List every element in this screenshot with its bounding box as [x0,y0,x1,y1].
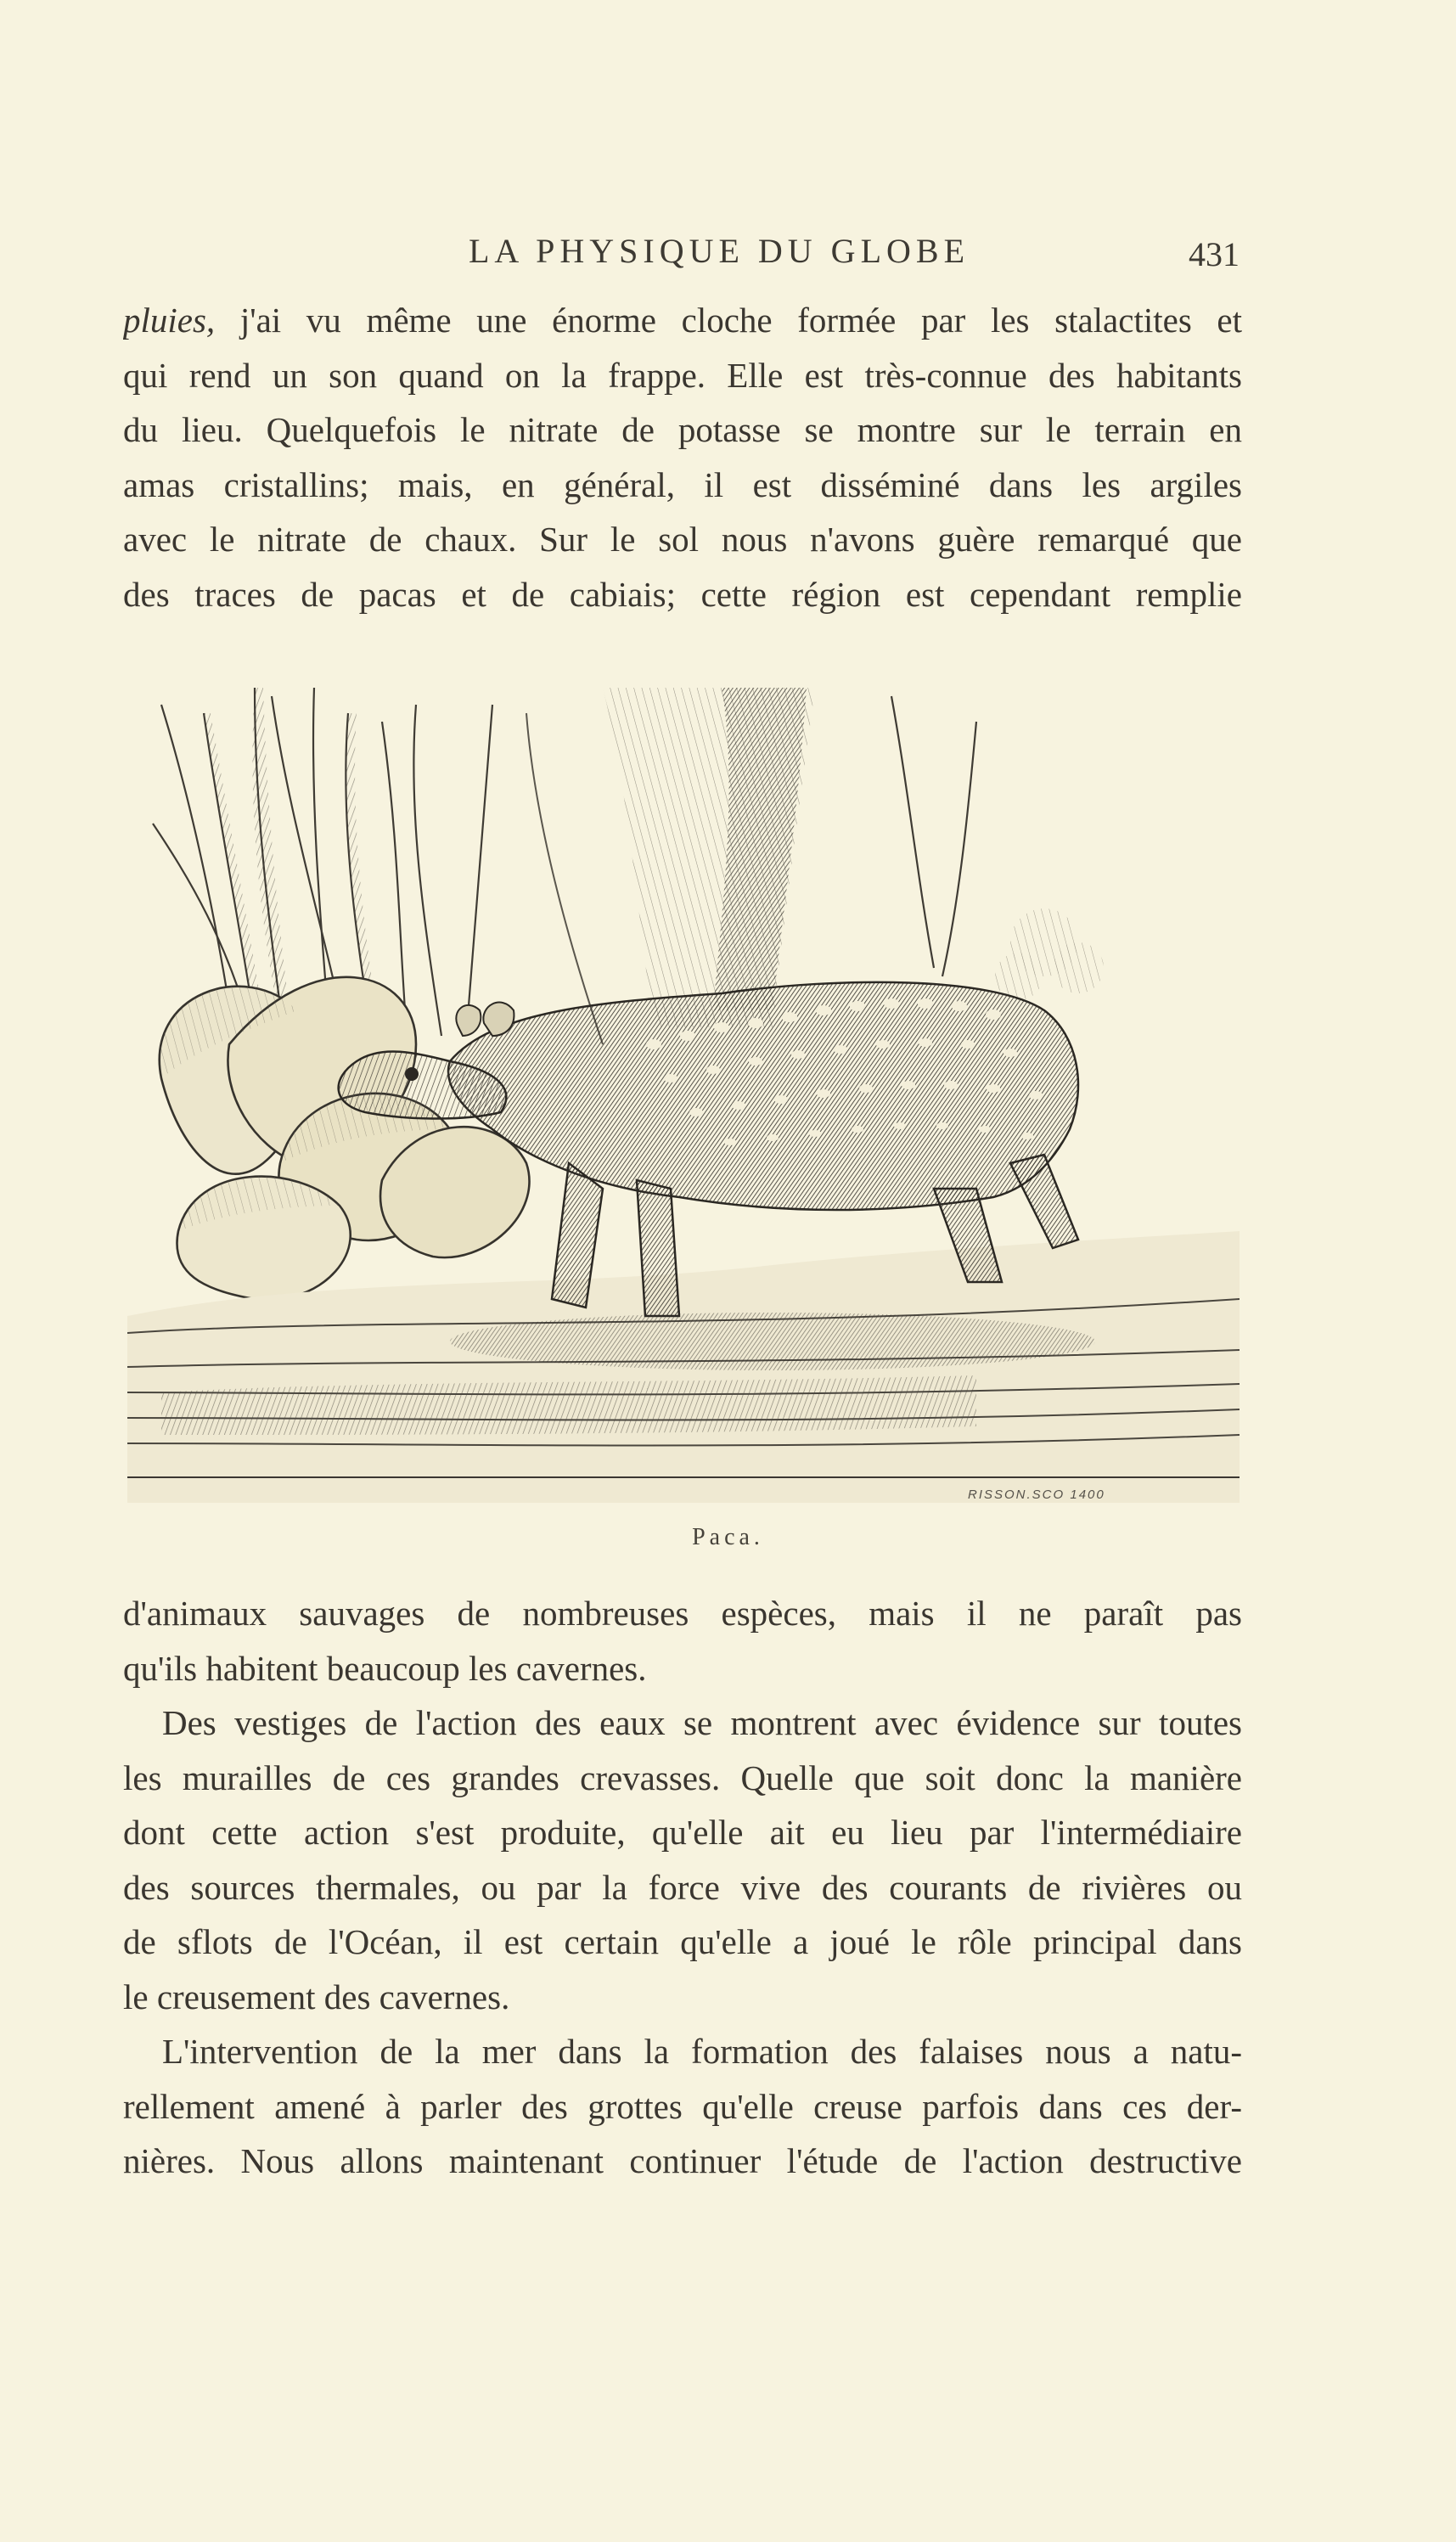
text-line: L'intervention de la mer dans la formation des falaises nous a natu- [162,2032,1242,2071]
text-line: qu'ils habitent beaucoup les cavernes. [123,1648,647,1688]
paca-illustration-icon [127,688,1240,1503]
text-line: nières. Nous allons maintenant continuer l'étude de l'action destructive [123,2141,1242,2180]
page-header [127,231,1240,282]
text-line: d'animaux sauvages de nombreuses espèces, mais il ne paraît pas [123,1594,1242,1633]
engraver-signature: RISSON.SCO 1400 [968,1488,1105,1502]
italic-word: pluies, [123,301,216,340]
text-line: de sflots de l'Océan, il est certain qu'elle a joué le rôle principal dans [123,1922,1242,1961]
text-line: les murailles de ces grandes crevasses. Quelle que soit donc la manière [123,1757,1242,1797]
text-line: du lieu. Quelquefois le nitrate de potasse se montre sur le terrain en [123,410,1242,449]
text-line [123,293,1242,348]
text-line: des sources thermales, ou par la force vive des courants de rivières ou [123,1867,1242,1907]
text-line: amas cristallins; mais, en général, il est disséminé dans les argiles [123,464,1242,504]
text-line: le creusement des cavernes. [123,1977,510,2016]
text-line: dont cette action s'est produite, qu'elle ait eu lieu par l'intermédiaire [123,1813,1242,1852]
paragraph-continued [123,293,1242,621]
body-text [123,1586,1242,2189]
text-line: des traces de pacas et de cabiais; cette région est cependant remplie [123,574,1242,614]
text-line: qui rend un son quand on la frappe. Elle est très-connue des habitants [123,355,1242,395]
figure-caption: Paca. [692,1524,764,1550]
text-line: Des vestiges de l'action des eaux se montrent avec évidence sur toutes [162,1703,1242,1742]
line-text: j'ai vu même une énorme cloche formée par les stalactites et [215,301,1242,340]
page-number: 431 [1189,235,1240,273]
text-line: rellement amené à parler des grottes qu'elle creuse parfois dans ces der- [123,2086,1242,2126]
running-title: LA PHYSIQUE DU GLOBE [469,232,970,270]
text-line: avec le nitrate de chaux. Sur le sol nous n'avons guère remarqué que [123,520,1242,559]
paca-engraving [127,688,1240,1503]
